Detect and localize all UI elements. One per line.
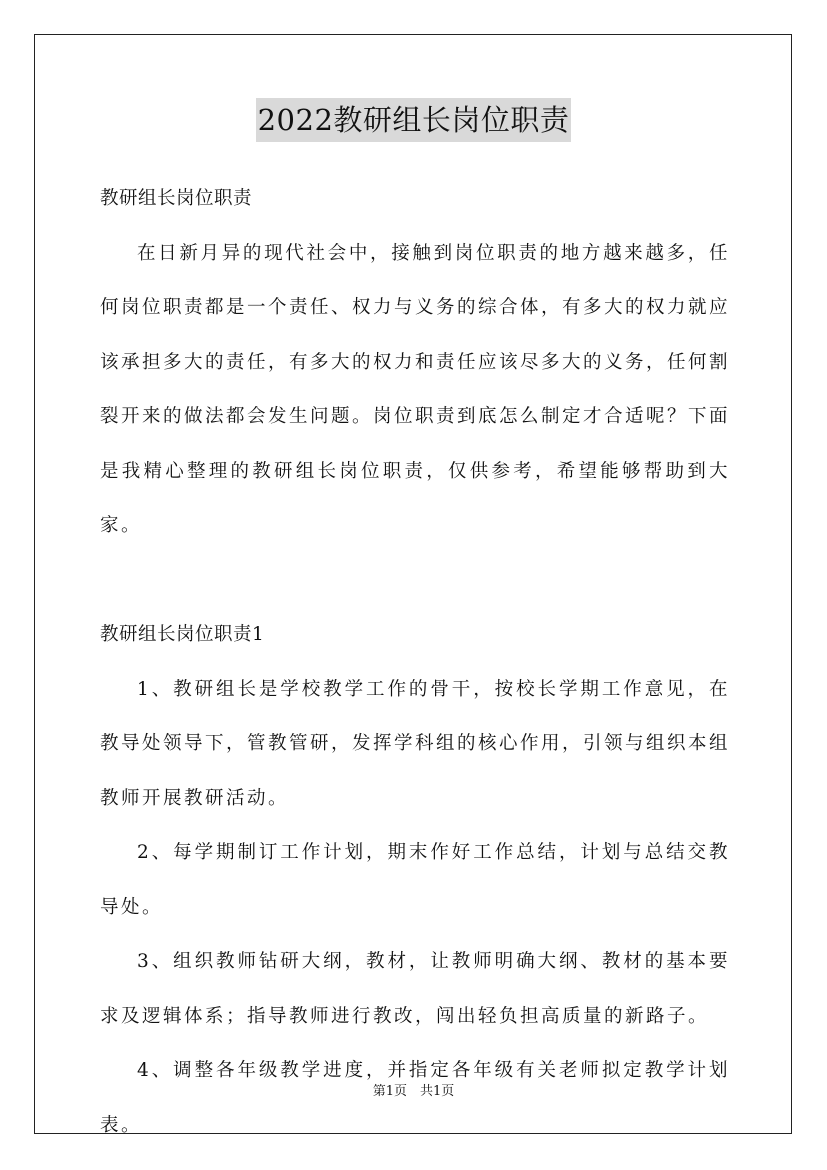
duty-item-2: 2、每学期制订工作计划，期末作好工作总结，计划与总结交教导处。 <box>100 842 730 918</box>
intro-paragraph: 在日新月异的现代社会中，接触到岗位职责的地方越来越多，任何岗位职责都是一个责任、权力与义务的综合体，有多大的权力就应该承担多大的责任，有多大的权力和责任应该尽多大的义务，任何割裂开来的做法都会发生问题。岗位职责到底怎么制定才合适呢？下面是我精心整理的教研组长岗位职责，仅供参考，希望能够帮助到大家。 <box>100 242 731 536</box>
document-title: 2022教研组长岗位职责 <box>256 98 572 142</box>
page-footer: 第1页 共1页 <box>372 1084 455 1099</box>
section-heading: 教研组长岗位职责1 <box>100 624 265 645</box>
duty-item-4: 4、调整各年级教学进度，并指定各年级有关老师拟定教学计划表。 <box>100 1060 730 1136</box>
title-area <box>0 98 827 142</box>
duty-item-3: 3、组织教师钻研大纲，教材，让教师明确大纲、教材的基本要求及逻辑体系；指导教师进行教改，闯出轻负担高质量的新路子。 <box>100 951 730 1027</box>
intro-heading: 教研组长岗位职责 <box>100 188 253 209</box>
document-body <box>100 172 730 1153</box>
spacer <box>100 554 730 609</box>
duty-item-1: 1、教研组长是学校教学工作的骨干，按校长学期工作意见，在教导处领导下，管教管研，发挥学科组的核心作用，引领与组织本组教师开展教研活动。 <box>100 678 731 809</box>
